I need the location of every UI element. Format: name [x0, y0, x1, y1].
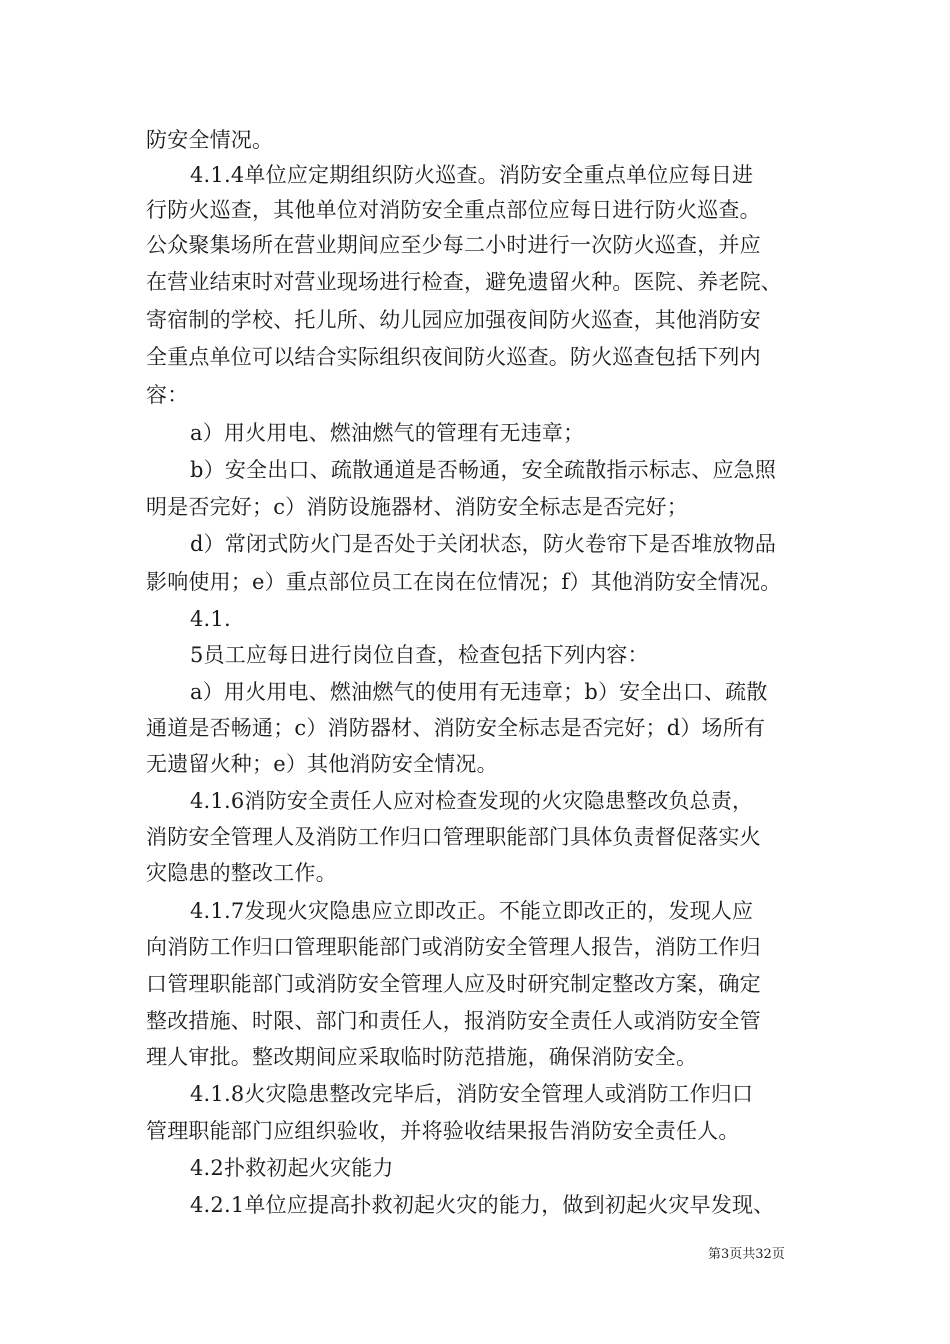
text-line-4: 公众聚集场所在营业期间应至少每二小时进行一次防火巡查，并应 — [146, 233, 761, 257]
text-line-29: 4.2扑救初起火灾能力 — [190, 1156, 394, 1180]
text-line-17: 通道是否畅通；c）消防器材、消防安全标志是否完好；d）场所有 — [146, 716, 766, 740]
text-line-8: 容： — [146, 383, 189, 407]
text-line-16: a）用火用电、燃油燃气的使用有无违章；b）安全出口、疏散 — [190, 680, 768, 704]
text-line-13: 影响使用；e）重点部位员工在岗在位情况；f）其他消防安全情况。 — [146, 570, 782, 594]
text-line-6: 寄宿制的学校、托儿所、幼儿园应加强夜间防火巡查，其他消防安 — [146, 308, 761, 332]
text-line-3: 行防火巡查，其他单位对消防安全重点部位应每日进行防火巡查。 — [146, 198, 761, 222]
text-line-30: 4.2.1单位应提高扑救初起火灾的能力，做到初起火灾早发现、 — [190, 1193, 775, 1217]
text-line-5: 在营业结束时对营业现场进行检查，避免遗留火种。医院、养老院、 — [146, 270, 782, 294]
text-line-20: 消防安全管理人及消防工作归口管理职能部门具体负责督促落实火 — [146, 825, 761, 849]
text-line-7: 全重点单位可以结合实际组织夜间防火巡查。防火巡查包括下列内 — [146, 345, 761, 369]
text-line-25: 整改措施、时限、部门和责任人，报消防安全责任人或消防安全管 — [146, 1009, 761, 1033]
text-line-23: 向消防工作归口管理职能部门或消防安全管理人报告，消防工作归 — [146, 935, 761, 959]
text-line-24: 口管理职能部门或消防安全管理人应及时研究制定整改方案，确定 — [146, 972, 761, 996]
page-number-footer: 第3页共32页 — [708, 1247, 785, 1262]
text-line-27: 4.1.8火灾隐患整改完毕后，消防安全管理人或消防工作归口 — [190, 1082, 754, 1106]
text-line-21: 灾隐患的整改工作。 — [146, 861, 337, 885]
text-line-1: 防安全情况。 — [146, 128, 274, 152]
text-line-10: b）安全出口、疏散通道是否畅通，安全疏散指示标志、应急照 — [190, 458, 777, 482]
text-line-2: 4.1.4单位应定期组织防火巡查。消防安全重点单位应每日进 — [190, 163, 754, 187]
text-line-15: 5员工应每日进行岗位自查，检查包括下列内容： — [190, 643, 649, 667]
text-line-14: 4.1. — [190, 607, 231, 631]
text-line-12: d）常闭式防火门是否处于关闭状态，防火卷帘下是否堆放物品 — [190, 532, 777, 556]
text-line-9: a）用火用电、燃油燃气的管理有无违章； — [190, 421, 585, 445]
text-line-11: 明是否完好；c）消防设施器材、消防安全标志是否完好； — [146, 495, 688, 519]
text-line-22: 4.1.7发现火灾隐患应立即改正。不能立即改正的，发现人应 — [190, 899, 754, 923]
text-line-19: 4.1.6消防安全责任人应对检查发现的火灾隐患整改负总责， — [190, 789, 754, 813]
text-line-28: 管理职能部门应组织验收，并将验收结果报告消防安全责任人。 — [146, 1119, 740, 1143]
text-line-26: 理人审批。整改期间应采取临时防范措施，确保消防安全。 — [146, 1045, 698, 1069]
text-line-18: 无遗留火种；e）其他消防安全情况。 — [146, 752, 498, 776]
